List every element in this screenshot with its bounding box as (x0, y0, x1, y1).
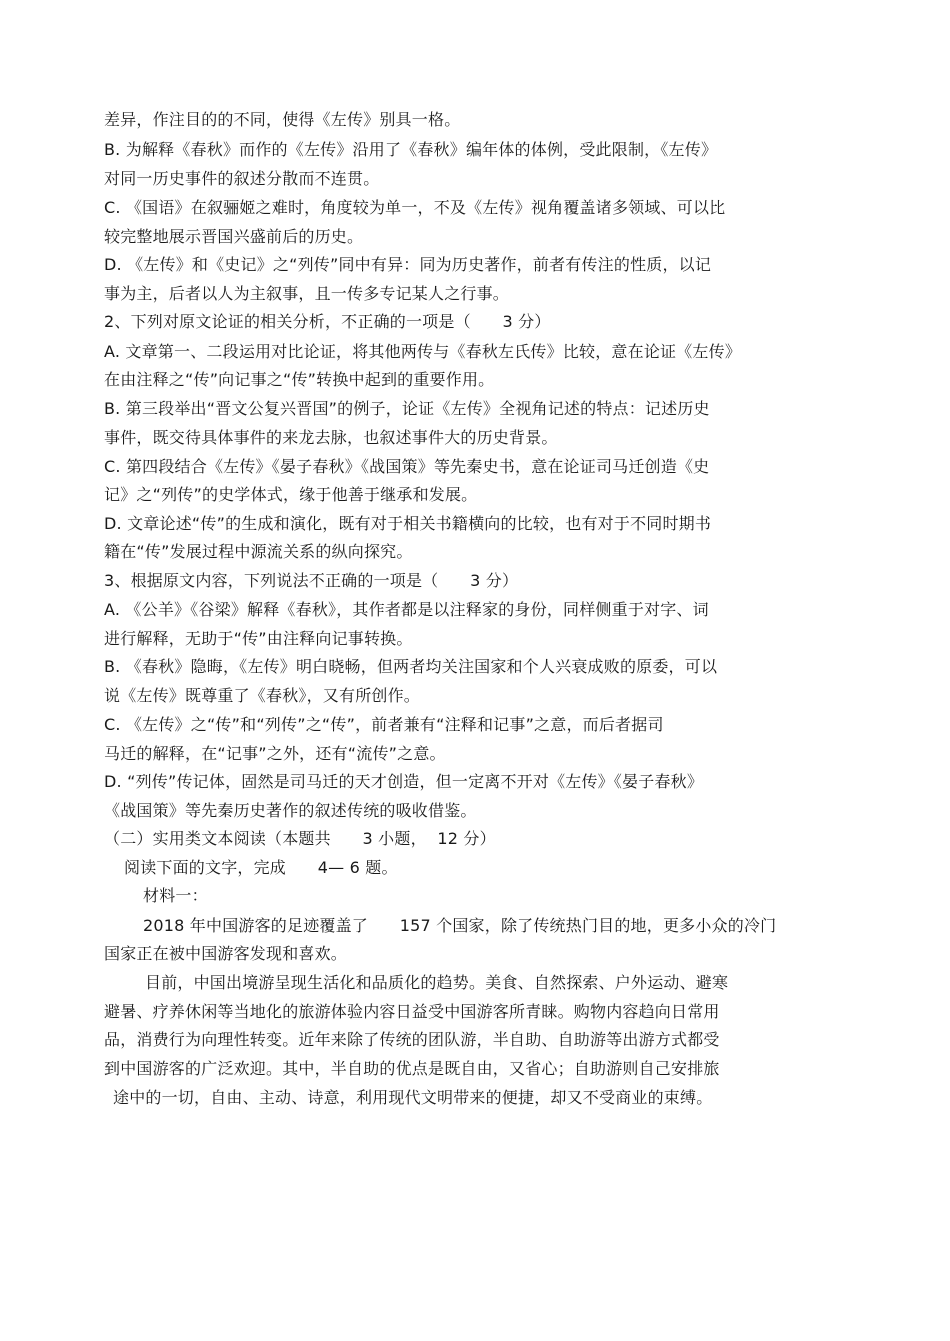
text-line: 说《左传》既尊重了《春秋》，又有所创作。 (104, 686, 421, 705)
section-heading: （二）实用类文本阅读（本题共 3 小题， 12 分） (104, 829, 496, 848)
text-line: 进行解释，无助于“传”由注释向记事转换。 (104, 629, 413, 648)
material-label: 材料一： (143, 886, 208, 905)
text-line: B. 为解释《春秋》而作的《左传》沿用了《春秋》编年体的体例，受此限制，《左传》 (104, 140, 718, 159)
text-line: C. 《国语》在叙骊姬之难时，角度较为单一，不及《左传》视角覆盖诸多领域、可以比 (104, 198, 726, 217)
text-line: 籍在“传”发展过程中源流关系的纵向探究。 (104, 542, 413, 561)
text-line: 避暑、疗养休闲等当地化的旅游体验内容日益受中国游客所青睐。购物内容趋向日常用 (104, 1002, 720, 1021)
text-line: 品，消费行为向理性转变。近年来除了传统的团队游，半自助、自助游等出游方式都受 (104, 1030, 720, 1049)
text-line: 到中国游客的广泛欢迎。其中，半自助的优点是既自由，又省心；自助游则自己安排旅 (104, 1059, 720, 1078)
text-line: D. 文章论述“传”的生成和演化，既有对于相关书籍横向的比较，也有对于不同时期书 (104, 514, 712, 533)
text-line: C. 《左传》之“传”和“列传”之“传”，前者兼有“注释和记事”之意，而后者据司 (104, 715, 664, 734)
text-line: 国家正在被中国游客发现和喜欢。 (104, 944, 348, 963)
text-line: 差异，作注目的的不同，使得《左传》别具一格。 (104, 110, 461, 129)
text-line: 目前，中国出境游呈现生活化和品质化的趋势。美食、自然探索、户外运动、避寒 (145, 973, 729, 992)
question-heading: 2、下列对原文论证的相关分析，不正确的一项是（ 3 分） (104, 312, 551, 331)
text-line: 较完整地展示晋国兴盛前后的历史。 (104, 227, 364, 246)
text-line: 记》之“列传”的史学体式，缘于他善于继承和发展。 (104, 485, 478, 504)
text-line: A. 文章第一、二段运用对比论证，将其他两传与《春秋左氏传》比较，意在论证《左传》 (104, 342, 742, 361)
text-line: 对同一历史事件的叙述分散而不连贯。 (104, 169, 380, 188)
text-line: A. 《公羊》《谷梁》解释《春秋》，其作者都是以注释家的身份，同样侧重于对字、词 (104, 600, 709, 619)
text-line: 事为主，后者以人为主叙事，且一传多专记某人之行事。 (104, 284, 510, 303)
text-line: 途中的一切，自由、主动、诗意，利用现代文明带来的便捷，却又不受商业的束缚。 (113, 1088, 713, 1107)
text-line: 《战国策》等先秦历史著作的叙述传统的吸收借鉴。 (104, 801, 477, 820)
text-line: C. 第四段结合《左传》《晏子春秋》《战国策》等先秦史书，意在论证司马迁创造《史 (104, 457, 710, 476)
text-line: 2018 年中国游客的足迹覆盖了 157 个国家，除了传统热门目的地，更多小众的冷门 (143, 916, 777, 935)
text-line: 马迁的解释，在“记事”之外，还有“流传”之意。 (104, 744, 446, 763)
instruction-line: 阅读下面的文字，完成 4— 6 题。 (124, 858, 398, 877)
text-line: B. 《春秋》隐晦，《左传》明白晓畅，但两者均关注国家和个人兴衰成败的原委，可以 (104, 657, 718, 676)
text-line: D. 《左传》和《史记》之“列传”同中有异：同为历史著作，前者有传注的性质，以记 (104, 255, 712, 274)
text-line: 事件，既交待具体事件的来龙去脉，也叙述事件大的历史背景。 (104, 428, 558, 447)
text-line: B. 第三段举出“晋文公复兴晋国”的例子，论证《左传》全视角记述的特点：记述历史 (104, 399, 710, 418)
question-heading: 3、根据原文内容，下列说法不正确的一项是（ 3 分） (104, 571, 519, 590)
text-line: D. “列传”传记体，固然是司马迁的天才创造，但一定离不开对《左传》《晏子春秋》 (104, 772, 704, 791)
text-line: 在由注释之“传”向记事之“传”转换中起到的重要作用。 (104, 370, 495, 389)
